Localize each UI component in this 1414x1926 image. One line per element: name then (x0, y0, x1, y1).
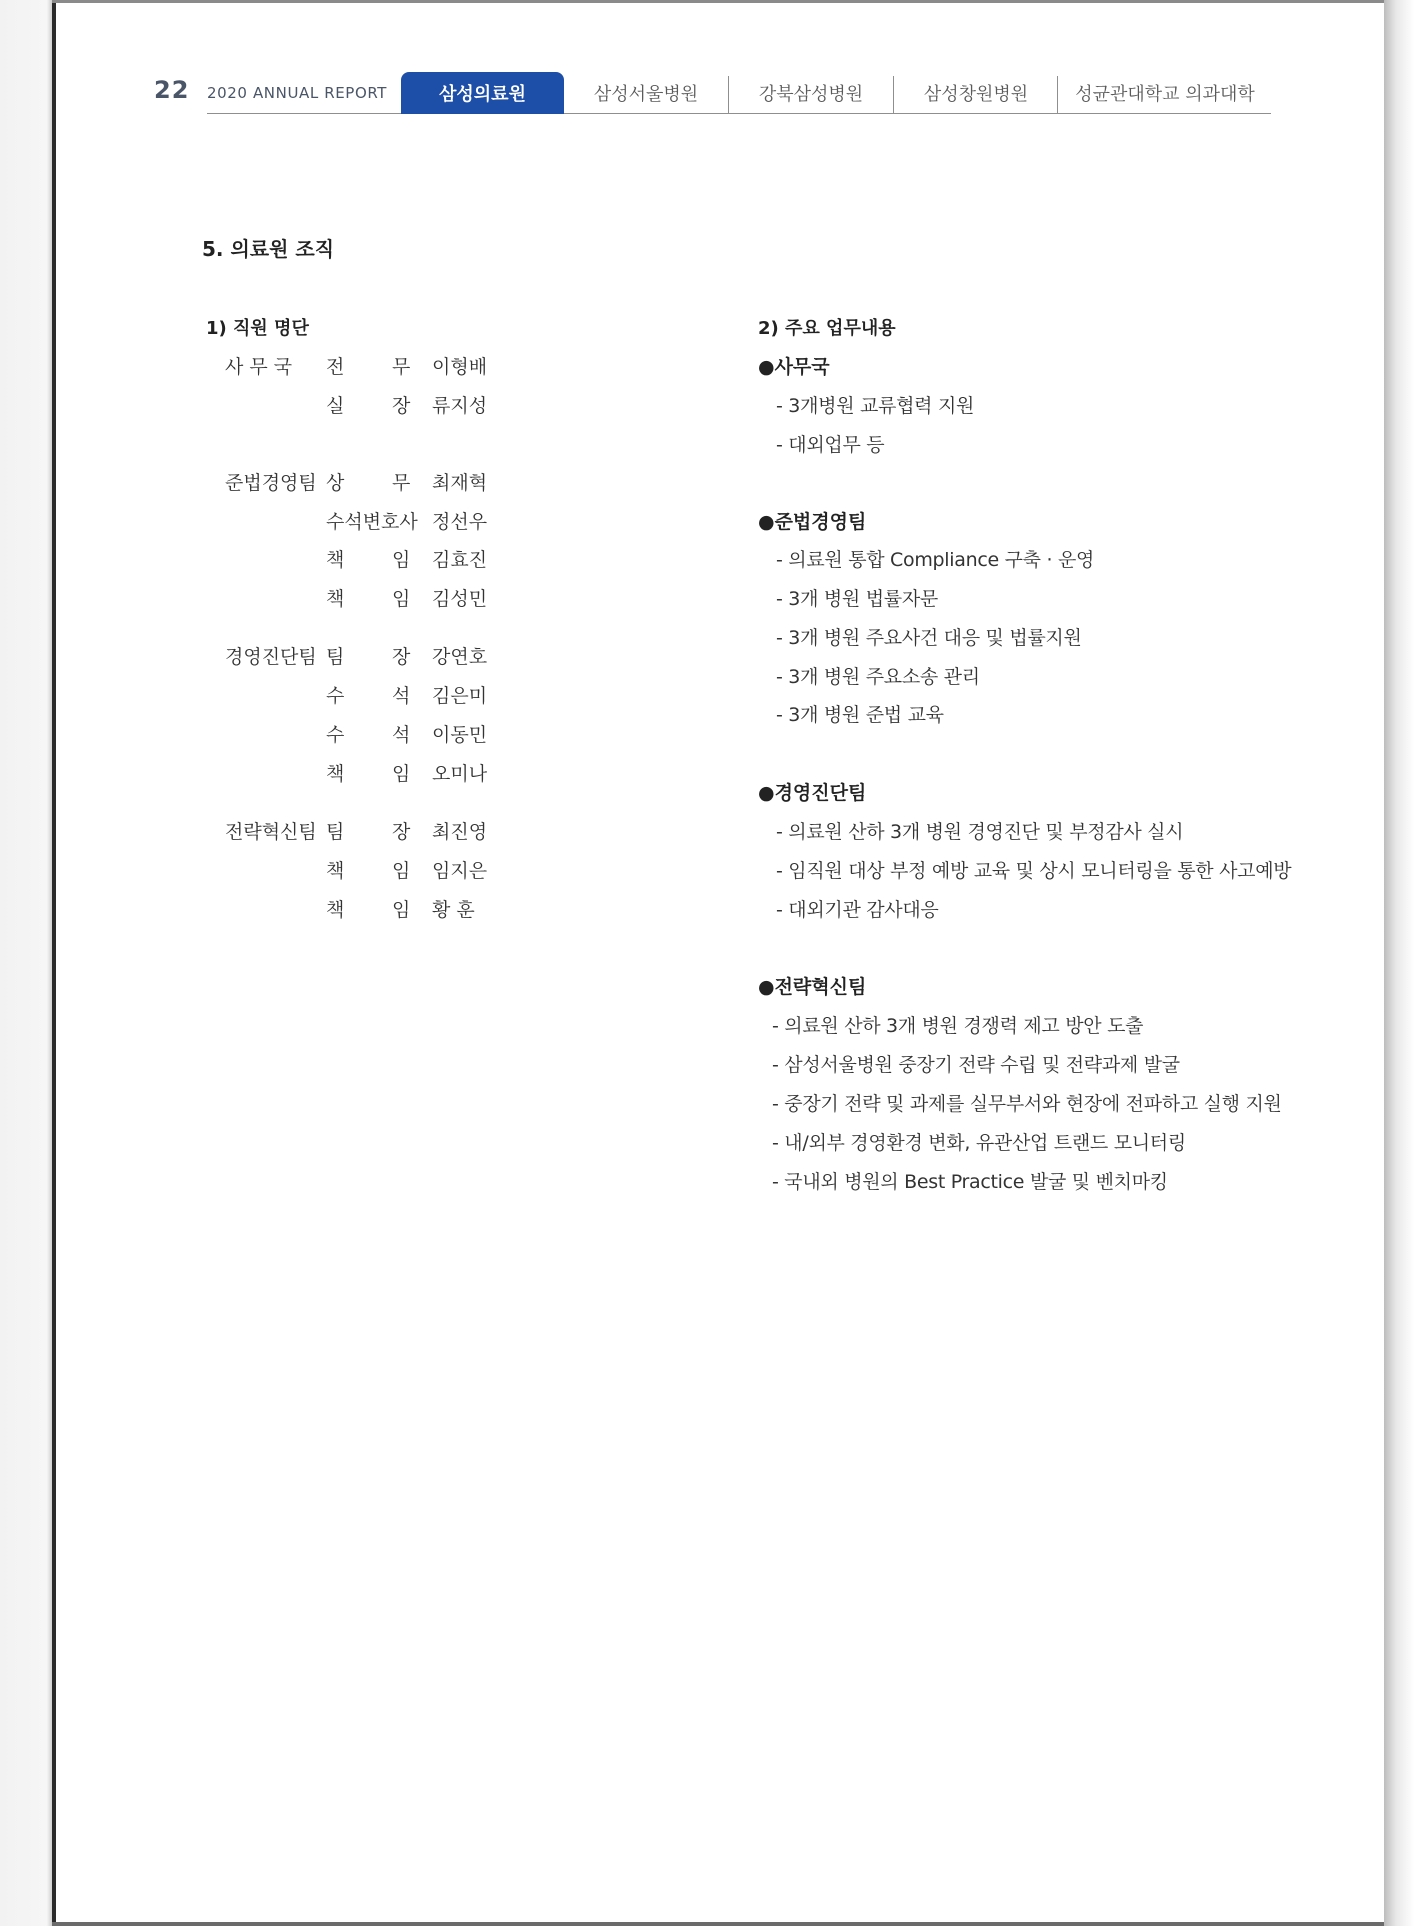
staff-title: 책 (326, 860, 345, 882)
duty-item: - 3개 병원 주요사건 대응 및 법률지원 (776, 627, 1082, 649)
staff-name: 황 훈 (432, 899, 475, 921)
staff-title: 장 (392, 646, 411, 668)
duties-title: 2) 주요 업무내용 (758, 318, 896, 339)
staff-name: 강연호 (432, 646, 488, 668)
staff-title: 상 (326, 472, 345, 494)
staff-title: 수석변호사 (326, 511, 418, 533)
staff-name: 김은미 (432, 685, 488, 707)
staff-title: 무 (392, 472, 411, 494)
page-border-bottom (52, 1922, 1392, 1926)
duty-item: - 대외기관 감사대응 (776, 899, 939, 921)
duty-item: - 삼성서울병원 중장기 전략 수립 및 전략과제 발굴 (772, 1054, 1180, 1076)
duty-item: - 의료원 통합 Compliance 구축 · 운영 (776, 549, 1095, 571)
section-title: 5. 의료원 조직 (202, 237, 335, 261)
staff-name: 오미나 (432, 763, 488, 785)
tab-skku-medical-school[interactable]: 성균관대학교 의과대학 (1075, 84, 1255, 105)
duty-heading: ●전략혁신팀 (758, 976, 867, 998)
page-shadow-left (0, 0, 52, 1926)
staff-title: 장 (392, 395, 411, 417)
staff-title: 팀 (326, 821, 345, 843)
staff-title: 무 (392, 356, 411, 378)
staff-name: 김효진 (432, 549, 488, 571)
staff-name: 류지성 (432, 395, 488, 417)
staff-title: 임 (392, 860, 411, 882)
page-number: 22 (154, 76, 190, 104)
duty-item: - 국내외 병원의 Best Practice 발굴 및 벤치마킹 (772, 1171, 1168, 1193)
staff-title: 책 (326, 549, 345, 571)
staff-title: 임 (392, 549, 411, 571)
page-shadow-right (1384, 0, 1414, 1926)
staff-title: 임 (392, 899, 411, 921)
duty-item: - 3개 병원 주요소송 관리 (776, 666, 980, 688)
staff-name: 김성민 (432, 588, 488, 610)
duty-item: - 대외업무 등 (776, 434, 885, 456)
staff-title: 석 (392, 724, 411, 746)
duty-item: - 의료원 산하 3개 병원 경쟁력 제고 방안 도출 (772, 1015, 1144, 1037)
staff-title: 임 (392, 763, 411, 785)
tab-kangbuk-samsung-hospital[interactable]: 강북삼성병원 (758, 84, 864, 105)
duty-item: - 3개 병원 법률자문 (776, 588, 938, 610)
staff-dept: 사 무 국 (225, 356, 293, 378)
tab-samsung-seoul-hospital[interactable]: 삼성서울병원 (593, 84, 699, 105)
staff-list-title: 1) 직원 명단 (206, 318, 309, 339)
report-title: 2020 ANNUAL REPORT (207, 84, 388, 102)
staff-name: 최재혁 (432, 472, 488, 494)
duty-item: - 3개병원 교류협력 지원 (776, 395, 975, 417)
staff-title: 전 (326, 356, 345, 378)
staff-title: 수 (326, 724, 345, 746)
staff-dept: 경영진단팀 (225, 646, 317, 668)
staff-name: 이형배 (432, 356, 488, 378)
staff-title: 팀 (326, 646, 345, 668)
tab-samsung-medical-center[interactable]: 삼성의료원 (401, 72, 564, 114)
tab-separator (728, 76, 729, 114)
tab-separator (1057, 76, 1058, 114)
tab-separator (893, 76, 894, 114)
staff-dept: 준법경영팀 (225, 472, 317, 494)
duty-item: - 임직원 대상 부정 예방 교육 및 상시 모니터링을 통한 사고예방 (776, 860, 1292, 882)
staff-name: 이동민 (432, 724, 488, 746)
staff-title: 책 (326, 899, 345, 921)
duty-heading: ●사무국 (758, 356, 830, 378)
staff-title: 책 (326, 763, 345, 785)
staff-title: 책 (326, 588, 345, 610)
tab-samsung-changwon-hospital[interactable]: 삼성창원병원 (923, 84, 1029, 105)
staff-name: 임지은 (432, 860, 488, 882)
staff-name: 정선우 (432, 511, 488, 533)
staff-title: 수 (326, 685, 345, 707)
staff-title: 장 (392, 821, 411, 843)
page-border-top (52, 0, 1392, 3)
duty-item: - 내/외부 경영환경 변화, 유관산업 트랜드 모니터링 (772, 1132, 1186, 1154)
duty-heading: ●준법경영팀 (758, 511, 867, 533)
staff-title: 석 (392, 685, 411, 707)
duty-item: - 의료원 산하 3개 병원 경영진단 및 부정감사 실시 (776, 821, 1184, 843)
staff-name: 최진영 (432, 821, 488, 843)
staff-title: 임 (392, 588, 411, 610)
duty-item: - 중장기 전략 및 과제를 실무부서와 현장에 전파하고 실행 지원 (772, 1093, 1282, 1115)
duty-item: - 3개 병원 준법 교육 (776, 704, 944, 726)
staff-dept: 전략혁신팀 (225, 821, 317, 843)
staff-title: 실 (326, 395, 345, 417)
duty-heading: ●경영진단팀 (758, 782, 867, 804)
page-border-left (52, 0, 56, 1926)
